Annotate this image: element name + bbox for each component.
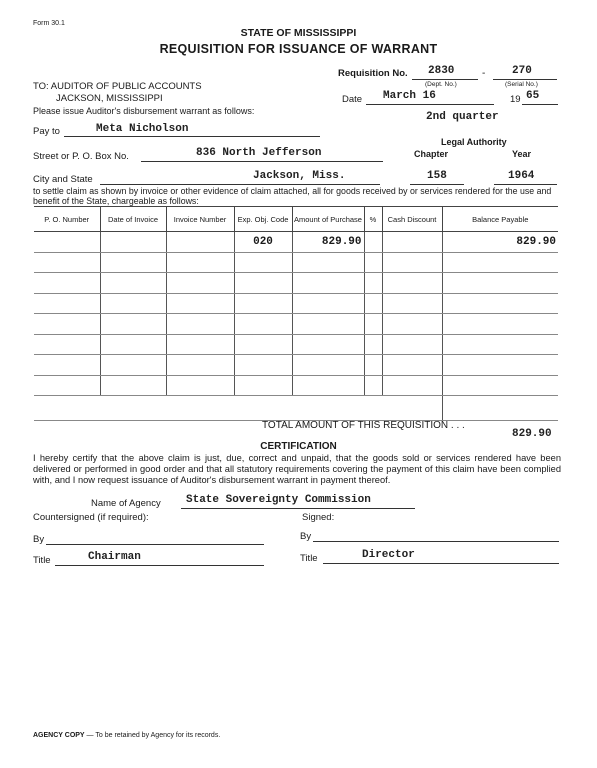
- table-cell: [382, 273, 442, 294]
- table-cell: [166, 273, 234, 294]
- title-right-value: Director: [362, 549, 415, 561]
- table-cell: [100, 273, 166, 294]
- table-cell: [34, 252, 100, 273]
- title-label-left: Title: [33, 555, 51, 566]
- table-cell: [234, 293, 292, 314]
- table-cell: [166, 232, 234, 253]
- table-cell: [234, 375, 292, 396]
- table-row: [34, 314, 558, 335]
- col-header: P. O. Number: [34, 207, 100, 232]
- year-prefix: 19: [510, 94, 521, 105]
- table-cell: [364, 375, 382, 396]
- table-cell: [382, 252, 442, 273]
- settle-text: to settle claim as shown by invoice or other evidence of claim attached, all for goods received by or services rendered for the use and benefit of the State, chargeable as follows:: [33, 186, 552, 206]
- table-cell: [442, 375, 558, 396]
- table-header-row: [34, 207, 558, 232]
- table-cell: [442, 293, 558, 314]
- table-cell: [100, 252, 166, 273]
- table-cell: 829.90: [292, 232, 364, 253]
- table-cell: [442, 334, 558, 355]
- title-label-right: Title: [300, 553, 318, 564]
- footer-rest: — To be retained by Agency for its records.: [84, 732, 221, 739]
- table-cell: [34, 273, 100, 294]
- table-cell: [292, 273, 364, 294]
- table-cell: [100, 232, 166, 253]
- main-title: REQUISITION FOR ISSUANCE OF WARRANT: [159, 42, 438, 56]
- table-cell: [442, 273, 558, 294]
- table-cell: [100, 355, 166, 376]
- requisition-label: Requisition No.: [338, 68, 408, 79]
- table-cell: [166, 355, 234, 376]
- table-cell: [166, 334, 234, 355]
- year-value: 1964: [508, 170, 535, 182]
- table-cell: [234, 314, 292, 335]
- col-header: Amount of Purchase: [292, 207, 364, 232]
- table-cell: [166, 293, 234, 314]
- table-cell: 020: [234, 232, 292, 253]
- quarter-note: 2nd quarter: [426, 111, 499, 123]
- table-row: [34, 355, 558, 376]
- table-cell: [34, 293, 100, 314]
- date-value: March 16: [383, 90, 436, 102]
- to-line-1: TO: AUDITOR OF PUBLIC ACCOUNTS: [33, 81, 202, 92]
- year-suffix: 65: [526, 90, 540, 102]
- col-header: Balance Payable: [442, 207, 558, 232]
- title-left-value: Chairman: [88, 551, 141, 563]
- total-row: [34, 396, 558, 421]
- table-cell: [364, 334, 382, 355]
- col-header: %: [364, 207, 382, 232]
- total-label: TOTAL AMOUNT OF THIS REQUISITION . . .: [262, 420, 465, 431]
- table-cell: [382, 375, 442, 396]
- agency-label: Name of Agency: [91, 498, 161, 509]
- charges-table: [34, 206, 558, 421]
- table-cell: [234, 334, 292, 355]
- table-cell: [364, 293, 382, 314]
- table-cell: [382, 293, 442, 314]
- table-cell: [166, 252, 234, 273]
- certification-title: CERTIFICATION: [260, 441, 337, 452]
- table-cell: [292, 293, 364, 314]
- table-cell: [34, 232, 100, 253]
- chapter-label: Chapter: [414, 149, 449, 159]
- table-cell: [382, 355, 442, 376]
- table-cell: [364, 314, 382, 335]
- total-value-cell: [442, 396, 558, 421]
- city-value: Jackson, Miss.: [253, 170, 346, 182]
- table-cell: [292, 252, 364, 273]
- table-cell: [34, 314, 100, 335]
- to-line-3: Please issue Auditor's disbursement warrant as follows:: [33, 106, 255, 116]
- total-label-cell: [34, 396, 442, 421]
- form-number: Form 30.1: [33, 20, 65, 27]
- by-label-left: By: [33, 534, 45, 545]
- pay-to-value: Meta Nicholson: [96, 123, 189, 135]
- dept-number: 2830: [428, 65, 455, 77]
- table-cell: [34, 355, 100, 376]
- signed-label: Signed:: [302, 512, 335, 523]
- table-cell: [292, 355, 364, 376]
- col-header: Invoice Number: [166, 207, 234, 232]
- table-cell: [234, 252, 292, 273]
- agency-value: State Sovereignty Commission: [186, 494, 371, 506]
- table-cell: [364, 273, 382, 294]
- certification-text: I hereby certify that the above claim is just, due, correct and unpaid, that the goods sold or services rendered have been delivered or performed in good order and that all statutory requirements covering the payment of this claim have been complied with, and I now request issuance of Auditor's disbursement warrant in payment thereof.: [33, 453, 561, 485]
- table-row: [34, 232, 558, 253]
- table-cell: [292, 314, 364, 335]
- by-label-right: By: [300, 531, 312, 542]
- table-cell: [442, 314, 558, 335]
- table-cell: [292, 334, 364, 355]
- table-cell: [364, 252, 382, 273]
- countersigned-label: Countersigned (if required):: [33, 512, 149, 523]
- table-cell: [382, 232, 442, 253]
- state-title: STATE OF MISSISSIPPI: [240, 27, 357, 39]
- table-cell: [100, 293, 166, 314]
- table-cell: [382, 314, 442, 335]
- street-label: Street or P. O. Box No.: [33, 151, 129, 162]
- pay-to-label: Pay to: [33, 126, 60, 137]
- chapter-value: 158: [427, 170, 447, 182]
- table-cell: [382, 334, 442, 355]
- city-label: City and State: [33, 174, 93, 185]
- serial-number: 270: [512, 65, 532, 77]
- table-row: [34, 293, 558, 314]
- col-header: Cash Discount: [382, 207, 442, 232]
- table-cell: [234, 273, 292, 294]
- table-cell: [364, 232, 382, 253]
- table-row: [34, 334, 558, 355]
- table-cell: [100, 375, 166, 396]
- legal-authority-label: Legal Authority: [441, 137, 507, 147]
- total-value: 829.90: [512, 428, 552, 440]
- table-cell: [166, 314, 234, 335]
- table-cell: [442, 252, 558, 273]
- table-row: [34, 273, 558, 294]
- date-label: Date: [342, 94, 363, 105]
- footer-note: [33, 732, 220, 739]
- table-cell: [34, 334, 100, 355]
- street-value: 836 North Jefferson: [196, 147, 322, 159]
- table-cell: [100, 334, 166, 355]
- col-header: Exp. Obj. Code: [234, 207, 292, 232]
- table-cell: [100, 314, 166, 335]
- dept-caption: (Dept. No.): [425, 81, 457, 88]
- serial-caption: (Serial No.): [505, 81, 538, 88]
- year-label: Year: [512, 149, 532, 159]
- footer-bold: AGENCY COPY: [33, 732, 85, 739]
- table-cell: [166, 375, 234, 396]
- col-header: Date of Invoice: [100, 207, 166, 232]
- table-cell: [364, 355, 382, 376]
- table-cell: [234, 355, 292, 376]
- table-cell: [442, 355, 558, 376]
- table-row: [34, 252, 558, 273]
- table-row: [34, 375, 558, 396]
- to-line-2: JACKSON, MISSISSIPPI: [56, 93, 163, 104]
- table-cell: [292, 375, 364, 396]
- table-cell: [34, 375, 100, 396]
- table-cell: 829.90: [442, 232, 558, 253]
